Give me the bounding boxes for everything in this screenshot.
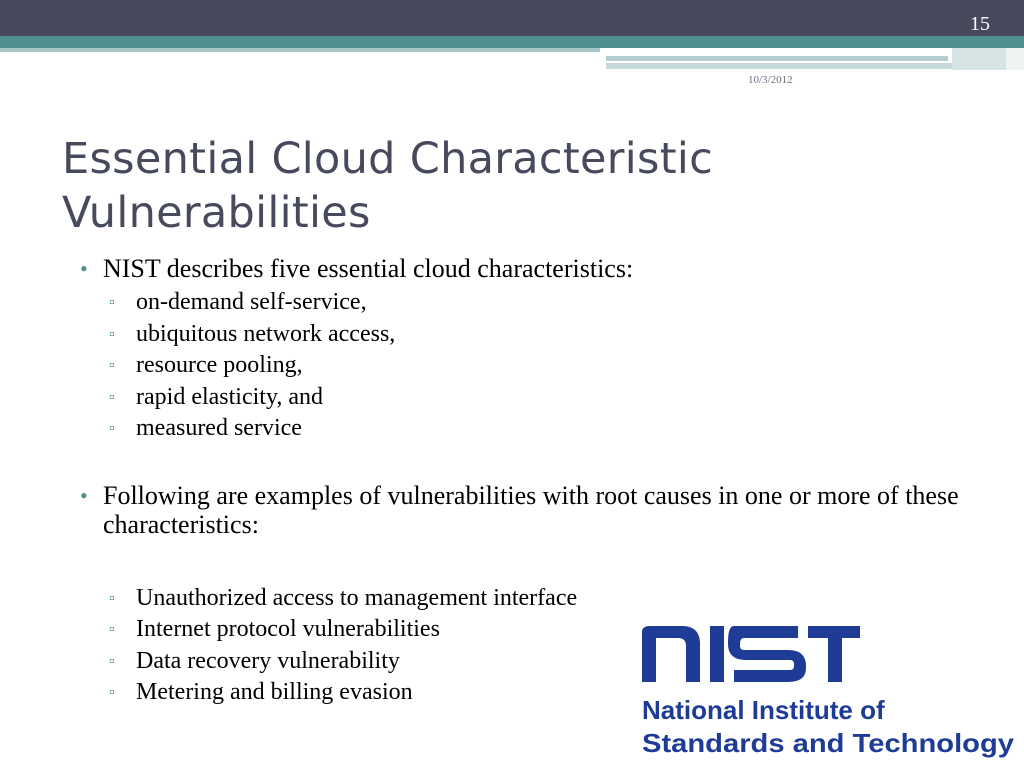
header-bar-teal (0, 36, 1024, 48)
sub-bullet-item: ▫ measured service (80, 413, 960, 445)
bullet-item (80, 254, 960, 283)
sub-bullet-item: ▫ Unauthorized access to management interface (80, 583, 960, 615)
sub-bullet-item: ▫ Data recovery vulnerability (80, 646, 960, 678)
nist-logo (640, 624, 1024, 768)
logo-line-1: National Institute of (642, 695, 885, 725)
sub-bullet-item: ▫ ubiquitous network access, (80, 319, 960, 351)
bullet-dot-icon: • (80, 482, 88, 508)
bullet-text: NIST describes five essential cloud characteristics: (103, 254, 634, 283)
square-bullet-icon: ▫ (109, 388, 115, 406)
nist-wordmark (642, 626, 860, 682)
square-bullet-icon: ▫ (109, 652, 115, 670)
logo-line-2: Standards and Technology (642, 728, 1015, 758)
sub-bullet-item: ▫ rapid elasticity, and (80, 382, 960, 414)
square-bullet-icon: ▫ (109, 357, 115, 374)
square-bullet-icon: ▫ (109, 589, 115, 607)
sub-bullet-item: ▫ on-demand self-service, (80, 287, 960, 319)
slide-date: 10/3/2012 (748, 74, 793, 86)
square-bullet-icon: ▫ (109, 621, 115, 638)
header-bar-dark (0, 0, 1024, 36)
slide-number: 15 (970, 13, 990, 35)
bullet-text: Following are examples of vulnerabilities with root causes in one or more of these characteristics: (103, 480, 959, 539)
sub-bullet-item: ▫ Internet protocol vulnerabilities (80, 614, 960, 646)
title-line: Essential Cloud Characteristic (62, 134, 714, 184)
sub-bullet-list (80, 287, 960, 445)
header-accent-line (606, 56, 948, 61)
sub-bullet-item: ▫ Metering and billing evasion (80, 677, 960, 709)
slide-title (62, 132, 713, 240)
header-accent-line (0, 48, 600, 52)
square-bullet-icon: ▫ (109, 325, 115, 343)
square-bullet-icon: ▫ (109, 294, 115, 311)
square-bullet-icon: ▫ (109, 420, 115, 437)
title-line: Vulnerabilities (62, 188, 371, 238)
header-accent-line (606, 63, 1006, 69)
bullet-item (80, 481, 960, 539)
bullet-dot-icon: • (80, 256, 88, 281)
header-accent-block (952, 48, 1006, 70)
sub-bullet-item: ▫ resource pooling, (80, 350, 960, 382)
header-accent-block (1006, 48, 1024, 70)
square-bullet-icon: ▫ (109, 684, 115, 701)
